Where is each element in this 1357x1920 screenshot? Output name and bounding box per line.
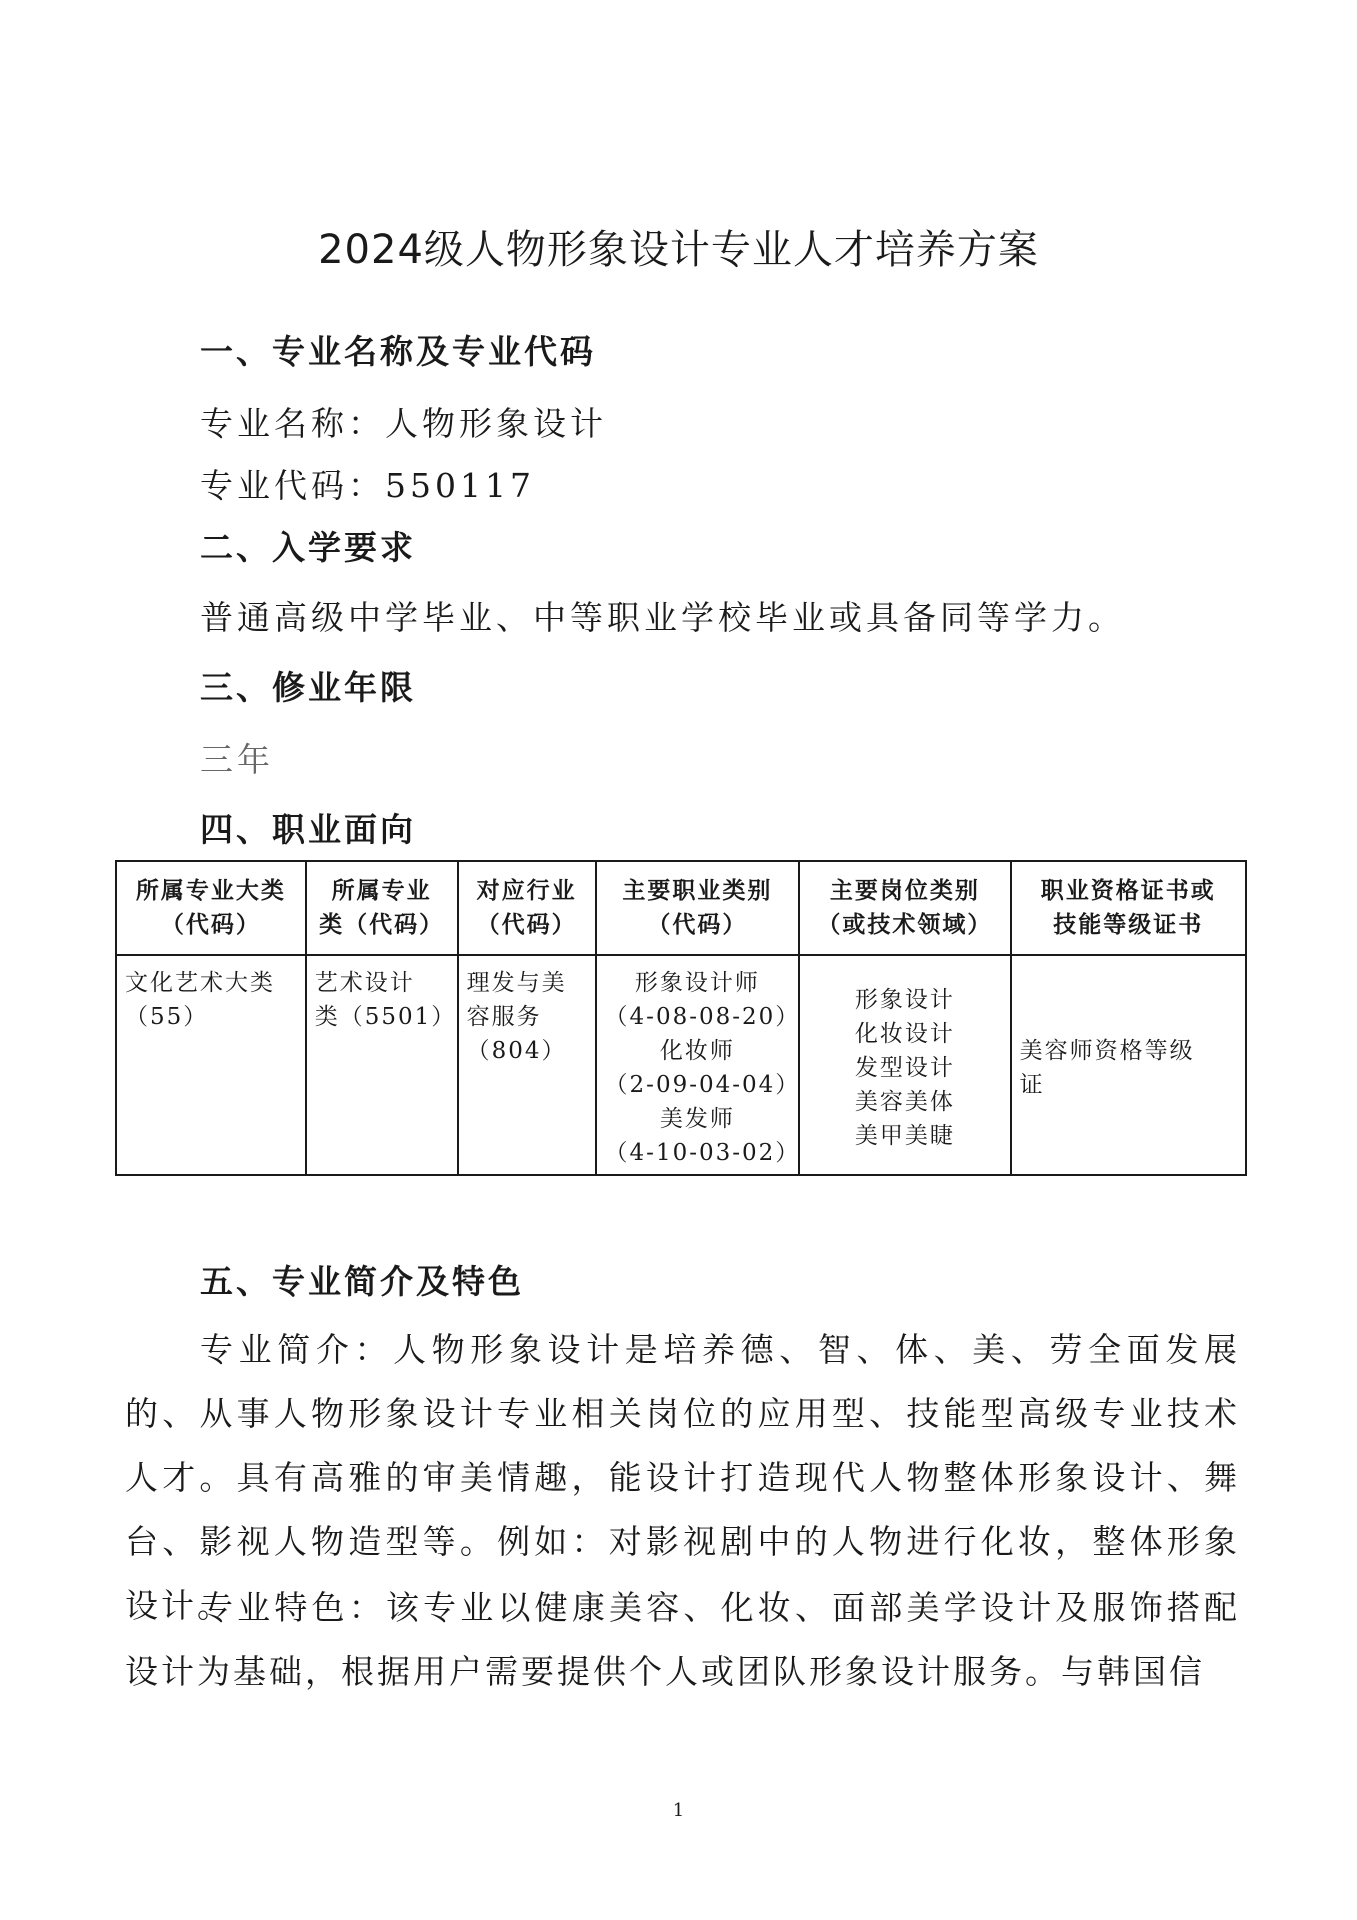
section-1-heading: 一、专业名称及专业代码 [200,332,596,371]
major-code-line: 专业代码：550117 [200,466,535,505]
section-5-heading: 五、专业简介及特色 [200,1262,524,1301]
study-duration-text: 三年 [200,740,274,779]
table-header-row [116,861,1246,955]
header-certificate: 职业资格证书或 技能等级证书 [1011,861,1246,955]
cell-major-subcategory: 艺术设计 类（5501） [306,955,458,1175]
header-occupation: 主要职业类别 （代码） [596,861,800,955]
cell-position: 形象设计 化妆设计 发型设计 美容美体 美甲美睫 [799,955,1011,1175]
major-name-line: 专业名称：人物形象设计 [200,404,607,443]
section-3-heading: 三、修业年限 [200,668,416,707]
career-orientation-table [115,860,1247,1176]
header-position: 主要岗位类别 （或技术领域） [799,861,1011,955]
cell-major-category: 文化艺术大类 （55） [116,955,306,1175]
section-4-heading: 四、职业面向 [200,810,416,849]
cell-certificate: 美容师资格等级 证 [1011,955,1246,1175]
document-title: 2024级人物形象设计专业人才培养方案 [318,227,1039,273]
admission-requirement-text: 普通高级中学毕业、中等职业学校毕业或具备同等学力。 [200,598,1125,637]
cell-occupation: 形象设计师 （4-08-08-20） 化妆师 （2-09-04-04） 美发师 （4-10-03-02） [596,955,800,1175]
header-major-category: 所属专业大类 （代码） [116,861,306,955]
page-number: 1 [672,1800,685,1821]
cell-industry: 理发与美 容服务 （804） [458,955,596,1175]
header-major-subcategory: 所属专业 类（代码） [306,861,458,955]
major-intro-paragraph: 专业简介：人物形象设计是培养德、智、体、美、劳全面发展的、从事人物形象设计专业相关岗位的应用型、技能型高级专业技术人才。具有高雅的审美情趣，能设计打造现代人物整体形象设计、舞台、影视人物造型等。例如：对影视剧中的人物进行化妆，整体形象设计。 [125,1330,1240,1625]
header-industry: 对应行业 （代码） [458,861,596,955]
section-2-heading: 二、入学要求 [200,528,416,567]
major-features-paragraph: 专业特色：该专业以健康美容、化妆、面部美学设计及服饰搭配设计为基础，根据用户需要提供个人或团队形象设计服务。与韩国信 [125,1588,1240,1691]
table-row [116,955,1246,1175]
